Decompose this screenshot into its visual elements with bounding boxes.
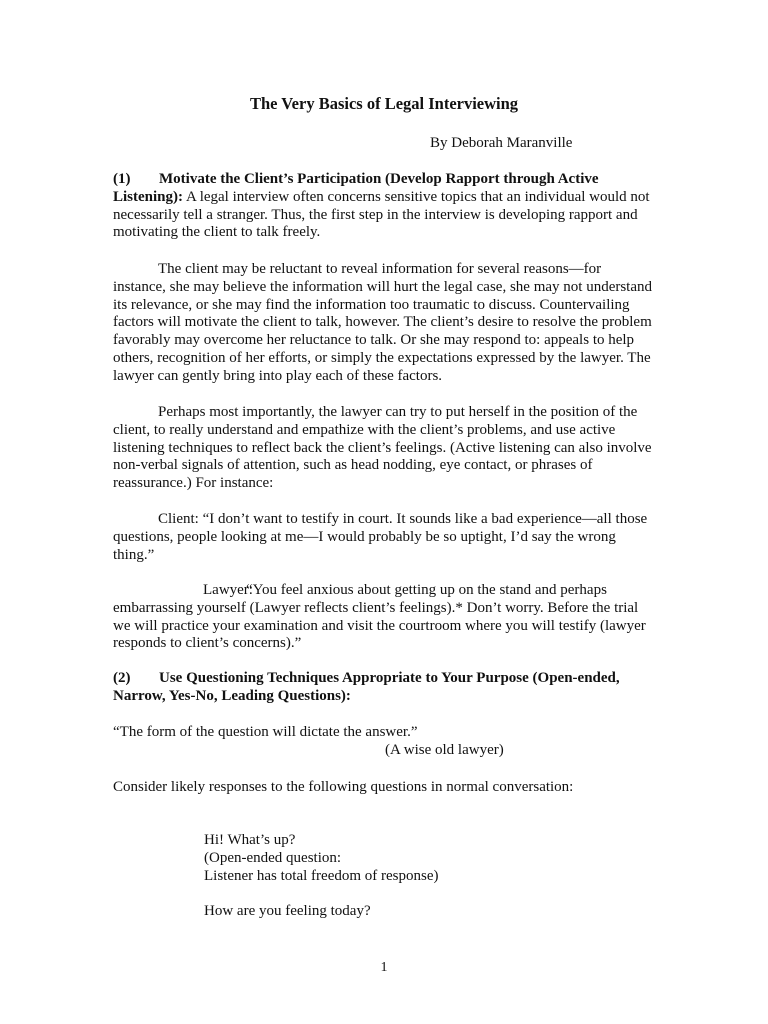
client-quote [113, 511, 653, 564]
client-quote-text: Client: “I don’t want to testify in court. It sounds like a bad experience—all those questions, people looking at me—I would probably be so uptight, I’d say the wrong thing.” [113, 511, 648, 563]
section-2-heading [113, 670, 653, 706]
page-number: 1 [380, 960, 388, 975]
consider-text: Consider likely responses to the following questions in normal conversation: [113, 779, 574, 795]
section-1-body: A legal interview often concerns sensitive topics that an individual would not necessarily tell a stranger. Thus, the first step in the interview is developing rapport and motivating the client to talk freely. [113, 188, 650, 241]
example-line: (Open-ended question: [204, 849, 342, 866]
section-1-heading-line2: Listening): [113, 188, 184, 205]
example-line [204, 885, 439, 903]
section-2-heading-line2: Narrow, Yes-No, Leading Questions): [113, 687, 351, 704]
example-line: Listener has total freedom of response) [204, 867, 439, 884]
consider-line [113, 779, 653, 797]
paragraph-reluctance-text: The client may be reluctant to reveal information for several reasons—for instance, she may believe the information will hurt the legal case, she may not understand its relevance, or she may find the information too traumatic to discuss. Countervailing factors will motivate the client to talk, however. The client’s desire to resolve the problem favorably may overcome her reluctance to talk. Or she may respond to: appeals to help others, recognition of her efforts, or simply the expectations expressed by the lawyer. The lawyer can gently bring into play each of these factors. [113, 261, 653, 384]
author-line: By Deborah Maranville [430, 135, 573, 151]
section-1 [113, 171, 653, 242]
example-line: Hi! What’s up? [204, 832, 296, 848]
document-title: The Very Basics of Legal Interviewing [249, 94, 519, 113]
lawyer-quote-text: “You feel anxious about getting up on the stand and perhaps embarrassing yourself (Lawyer reflects client’s feelings).* Don’t worry. Before the trial we will practice your examination and visit the courtroom where you will testify (lawyer responds to client’s concerns).” [113, 582, 646, 652]
section-2 [113, 670, 653, 706]
section-1-number: (1) [113, 171, 131, 187]
epigraph-text: “The form of the question will dictate the answer.” [113, 724, 418, 740]
section-1-heading [113, 171, 653, 242]
section-2-heading-line1: Use Questioning Techniques Appropriate to Your Purpose (Open-ended, [159, 670, 620, 686]
lawyer-label: Lawyer: [203, 582, 253, 598]
epigraph-source: (A wise old lawyer) [385, 742, 504, 758]
paragraph-reluctance [113, 261, 653, 386]
example-line: How are you feeling today? [204, 903, 371, 920]
example-questions [204, 832, 439, 921]
section-1-heading-line1: Motivate the Client’s Participation (Develop Rapport through Active [159, 171, 599, 187]
paragraph-active-listening-text: Perhaps most importantly, the lawyer can try to put herself in the position of the client, to really understand and empathize with the client’s problems, and use active listening techniques to reflect back the client’s feelings. (Active listening can also involve non-verbal signals of attention, such as head nodding, eye contact, or phrases of reassurance.) For instance: [113, 404, 652, 492]
paragraph-active-listening [113, 404, 653, 493]
lawyer-quote [113, 582, 653, 653]
epigraph [113, 724, 653, 742]
section-2-number: (2) [113, 670, 131, 686]
